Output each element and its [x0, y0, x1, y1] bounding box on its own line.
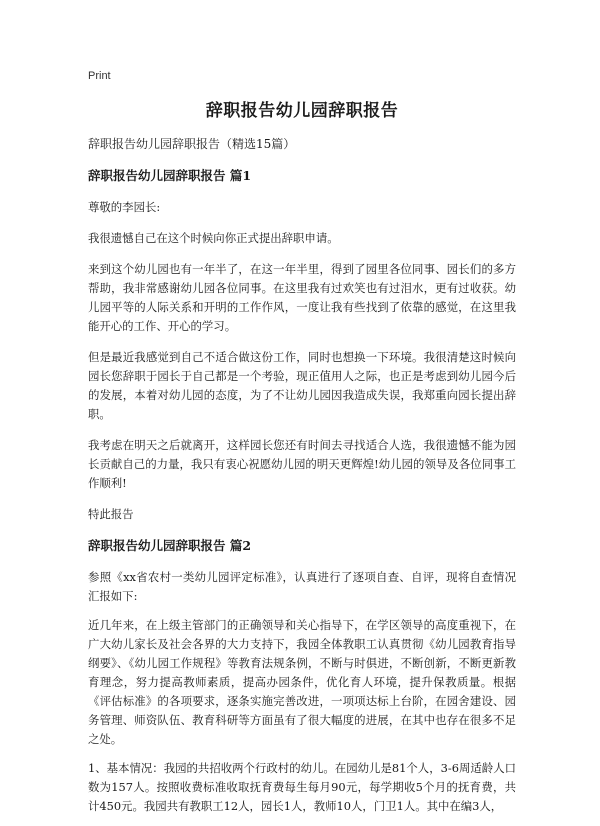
section-heading-2: 辞职报告幼儿园辞职报告 篇2	[88, 538, 252, 553]
paragraph: 近几年来，在上级主管部门的正确领导和关心指导下，在学区领导的高度重视下，在广大幼儿家长及社会各界的大力支持下，我园全体教职工认真贯彻《幼儿园教育指导纲要》、《幼儿园工作规程》等教育法规条例，不断与时俱进，不断创新，不断更新教育理念，努力提高教师素质，提高办园条件，优化育人环境，提升保教质量。根据《评估标准》的各项要求，逐条实施完善改进，一项项达标上台阶，在园舍建设、园务管理、师资队伍、教育科研等方面虽有了很大幅度的进展，在其中也存在很多不足之处。	[88, 618, 516, 746]
section-heading-1: 辞职报告幼儿园辞职报告 篇1	[88, 168, 252, 183]
paragraph: 参照《xx省农村一类幼儿园评定标准》，认真进行了逐项自查、自评，现将自查情况汇报如下:	[88, 570, 516, 603]
paragraph: 来到这个幼儿园也有一年半了，在这一年半里，得到了园里各位同事、园长们的多方帮助，我非常感谢幼儿园各位同事。在这里我有过欢笑也有过泪水，更有过收获。幼儿园平等的人际关系和开明的工作作风，一度让我有些找到了依靠的感觉，在这里我能开心的工作、开心的学习。	[88, 262, 516, 333]
document-page	[88, 70, 516, 826]
paragraph: 我考虑在明天之后就离开，这样园长您还有时间去寻找适合人选，我很遗憾不能为园长贡献自己的力量，我只有衷心祝愿幼儿园的明天更辉煌!幼儿园的领导及各位同事工作顺利!	[88, 438, 516, 490]
paragraph: 我很遗憾自己在这个时候向你正式提出辞职申请。	[88, 231, 339, 245]
paragraph: 1、基本情况：我园的共招收两个行政村的幼儿。在园幼儿是81个人，3-6周适龄人口数为157人。按照收费标准收取抚育费每生每月90元，每学期收5个月的抚育费，共计450元。我园共有教职工12人，园长1人，教师10人，门卫1人。其中在编3人，	[88, 761, 516, 813]
closing-line: 特此报告	[88, 507, 134, 521]
document-subtitle: 辞职报告幼儿园辞职报告（精选15篇）	[88, 137, 296, 151]
greeting: 尊敬的李园长:	[88, 200, 161, 214]
paragraph: 但是最近我感觉到自己不适合做这份工作，同时也想换一下环境。我很清楚这时候向园长您辞职于园长于自己都是一个考验，现正值用人之际，也正是考虑到幼儿园今后的发展，本着对幼儿园的态度，为了不让幼儿园因我造成失误，我郑重向园长提出辞职。	[88, 350, 516, 421]
print-label[interactable]: Print	[88, 70, 111, 82]
document-title: 辞职报告幼儿园辞职报告	[205, 101, 399, 121]
